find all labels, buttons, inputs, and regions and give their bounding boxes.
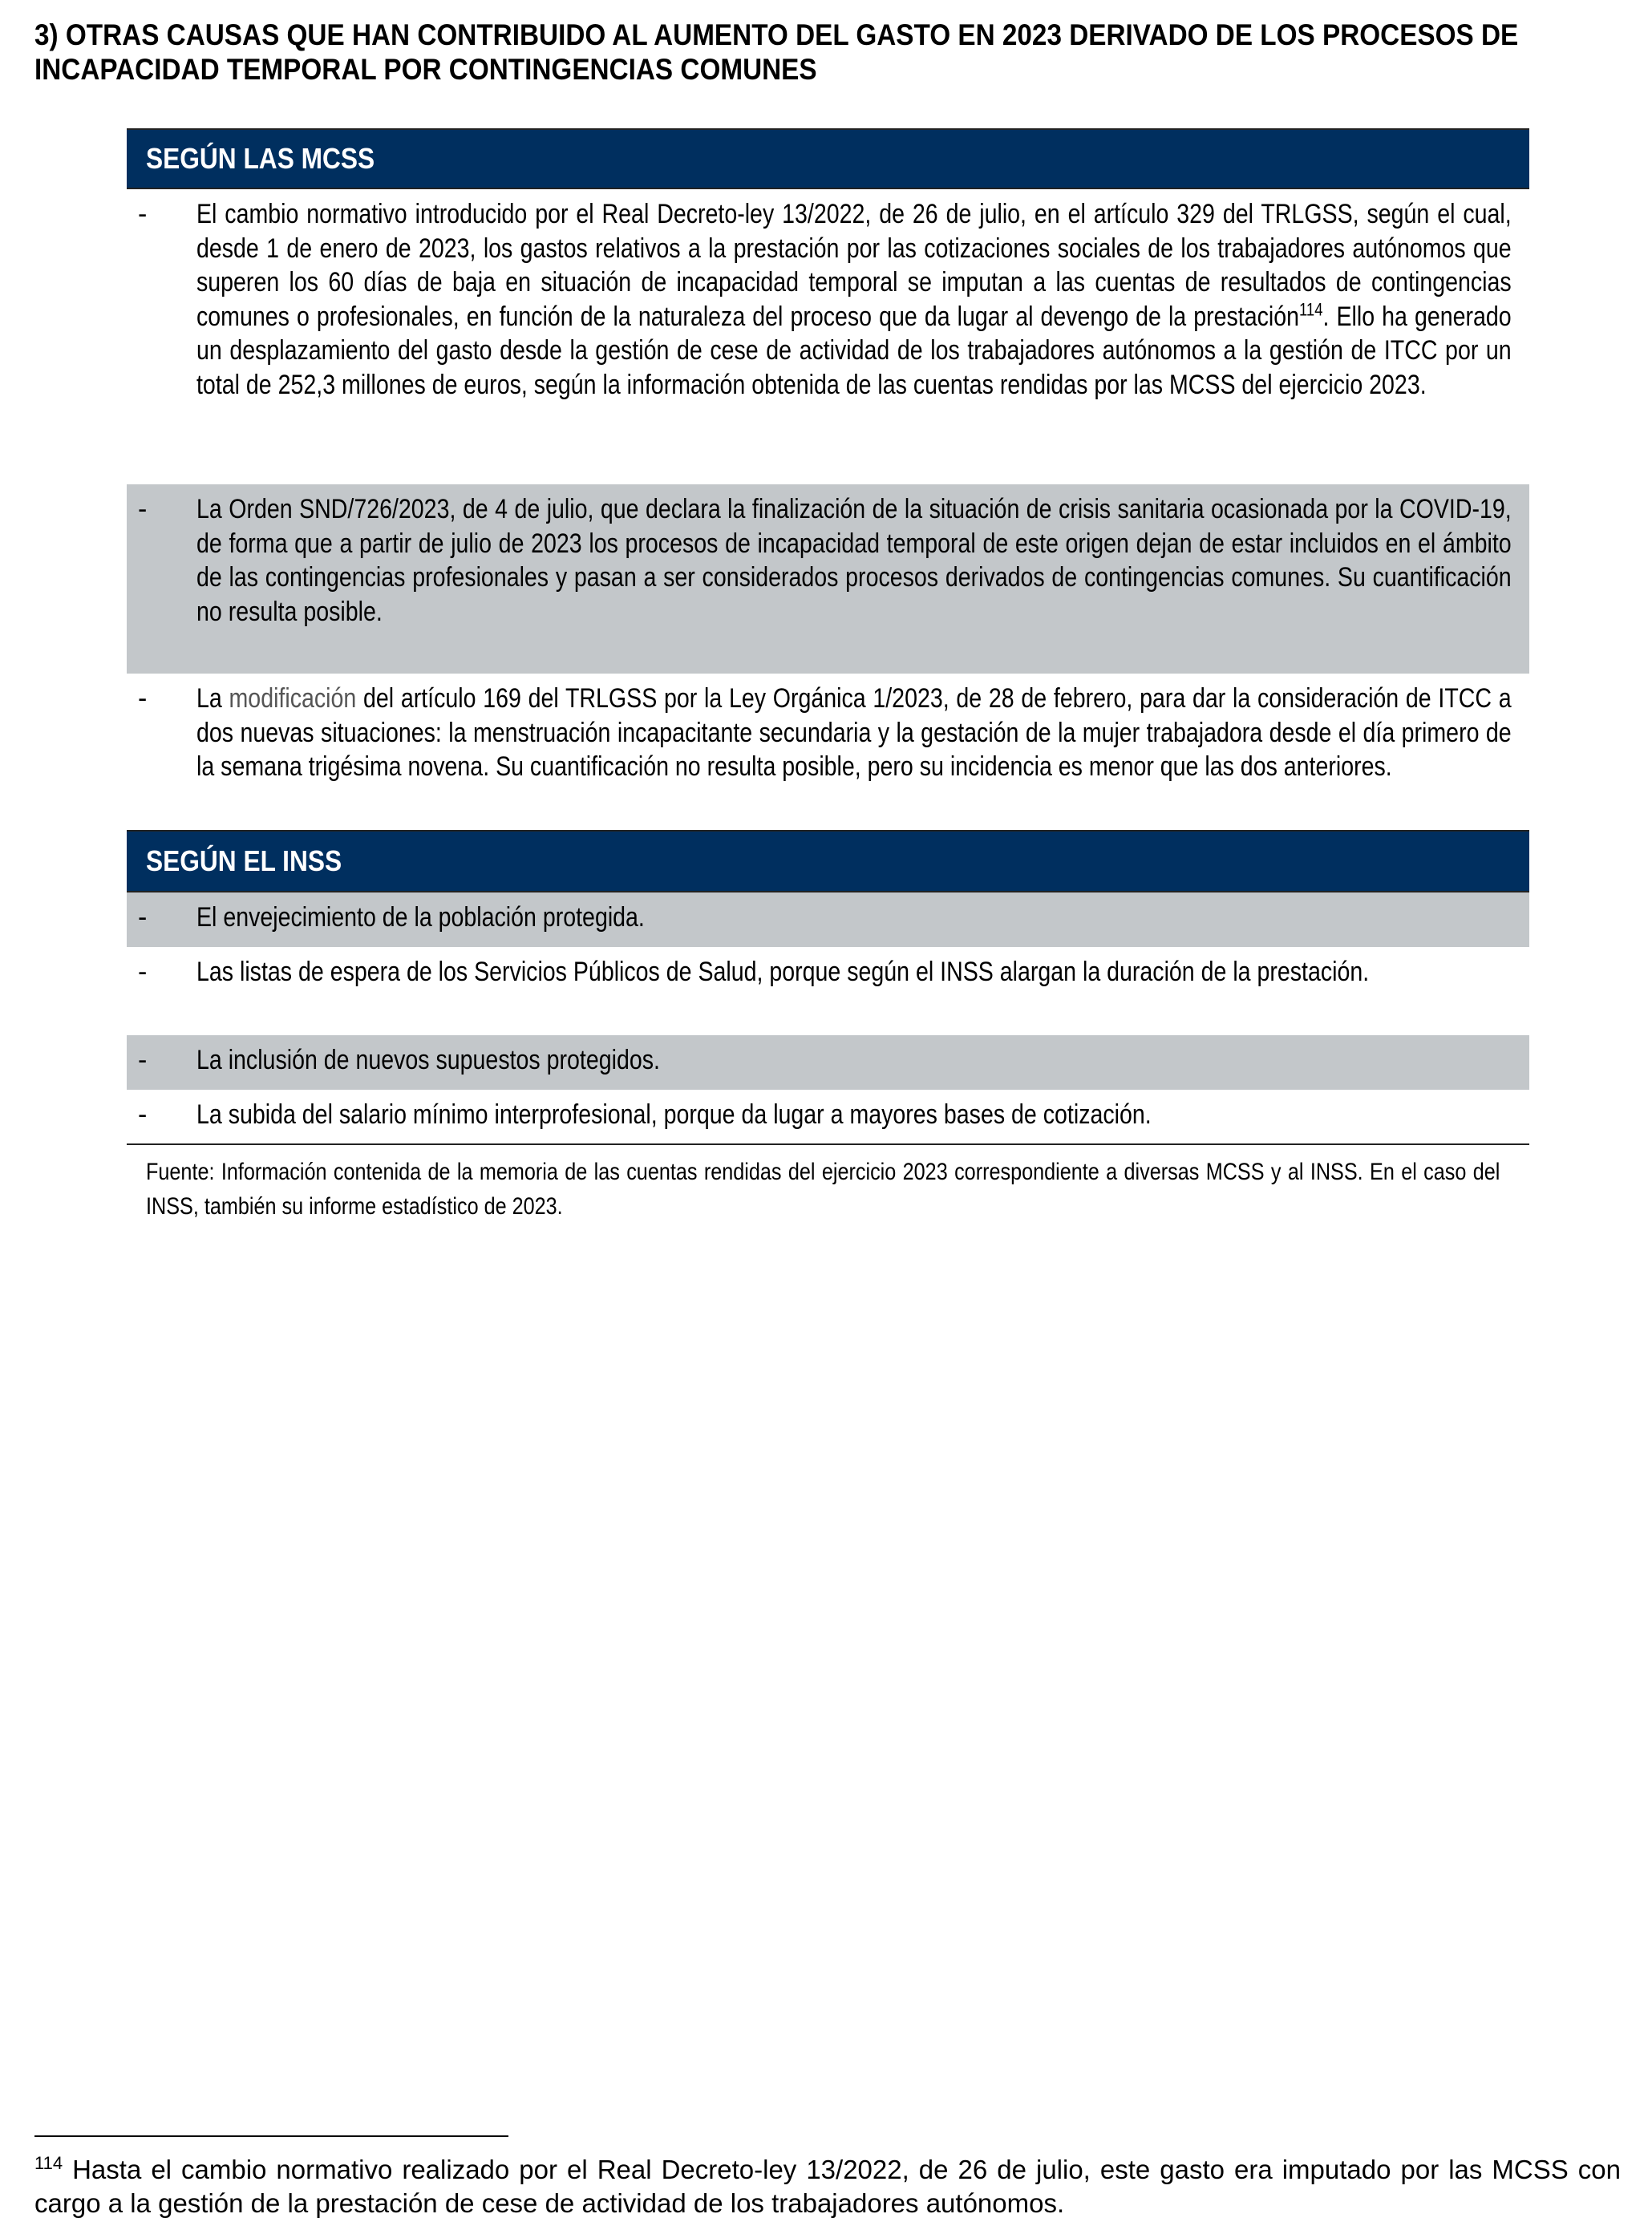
bullet-dash: - [138,683,148,714]
bullet-dash: - [138,1099,148,1130]
bullet-dash: - [138,494,148,524]
bullet-dash: - [138,199,148,229]
table-bottom-rule [127,1143,1529,1145]
table-row [127,947,1529,1035]
footnote [34,2153,1621,2220]
header-label: SEGÚN LAS MCSS [146,142,375,175]
footnote-text: Hasta el cambio normativo realizado por el Real Decreto-ley 13/2022, de 26 de julio, este gasto era imputado por las MCSS con cargo a la gestión de la prestación de cese de actividad de los trabajadores autónomos. [34,2155,1621,2218]
highlighted-word: modificación [229,683,357,714]
table-row [127,1035,1529,1090]
row-text: La inclusión de nuevos supuestos protegidos. [196,1045,660,1075]
source-note: Fuente: Información contenida de la memoria de las cuentas rendidas del ejercicio 2023 correspondiente a diversas MCSS y al INSS. En el caso del INSS, también su informe estadístico de 2023. [146,1159,1500,1220]
footnote-ref[interactable]: 114 [1299,299,1323,320]
table-row [127,892,1529,947]
table-row [127,674,1529,830]
bullet-dash: - [138,957,148,987]
text-part: El cambio normativo introducido por el Real Decreto-ley 13/2022, de 26 de julio, en el artículo 329 del TRLGSS, según el cual, desde 1 de enero de 2023, los gastos relativos a la prestación por las cotizaciones sociales de los trabajadores autónomos que superen los 60 días de baja en situación de incapacidad temporal se imputan a las cuentas de resultados de contingencias comunes o profesionales, en función de la naturaleza del proceso que da lugar al devengo de la prestación [196,199,1512,332]
section-header-mcss [127,128,1529,189]
row-text: El envejecimiento de la población protegida. [196,902,645,933]
table-row [127,1090,1529,1143]
footnote-separator [34,2135,508,2137]
row-text: Las listas de espera de los Servicios Públicos de Salud, porque según el INSS alargan la duración de la prestación. [196,957,1370,987]
bullet-dash: - [138,902,148,933]
section-header-inss [127,830,1529,892]
table-row [127,189,1529,484]
row-text: La subida del salario mínimo interprofesional, porque da lugar a mayores bases de cotización. [196,1099,1152,1130]
section-title: 3) OTRAS CAUSAS QUE HAN CONTRIBUIDO AL AUMENTO DEL GASTO EN 2023 DERIVADO DE LOS PROCESOS DE INCAPACIDAD TEMPORAL POR CONTINGENCIAS COMUNES [34,18,1519,86]
text-part: del artículo 169 del TRLGSS por la Ley Orgánica 1/2023, de 28 de febrero, para dar la consideración de ITCC a dos nuevas situaciones: la menstruación incapacitante secundaria y la gestación de la mujer trabajadora desde el día primero de la semana trigésima novena. Su cuantificación no resulta posible, pero su incidencia es menor que las dos anteriores. [196,683,1512,783]
text-part: La [196,683,229,714]
row-text: La Orden SND/726/2023, de 4 de julio, que declara la finalización de la situación de crisis sanitaria ocasionada por la COVID-19, de forma que a partir de julio de 2023 los procesos de incapacidad temporal de este origen dejan de estar incluidos en el ámbito de las contingencias profesionales y pasan a ser considerados procesos derivados de contingencias comunes. Su cuantificación no resulta posible. [196,494,1512,627]
row-text [196,197,1512,403]
bullet-dash: - [138,1045,148,1075]
row-text [196,682,1512,784]
table-row [127,484,1529,674]
header-label: SEGÚN EL INSS [146,844,342,877]
footnote-number: 114 [34,2153,63,2173]
causes-table [127,128,1529,1145]
text-part: . Ello ha generado un desplazamiento del gasto desde la gestión de cese de actividad de los trabajadores autónomos a la gestión de ITCC por un total de 252,3 millones de euros, según la información obtenida de las cuentas rendidas por las MCSS del ejercicio 2023. [196,301,1512,400]
